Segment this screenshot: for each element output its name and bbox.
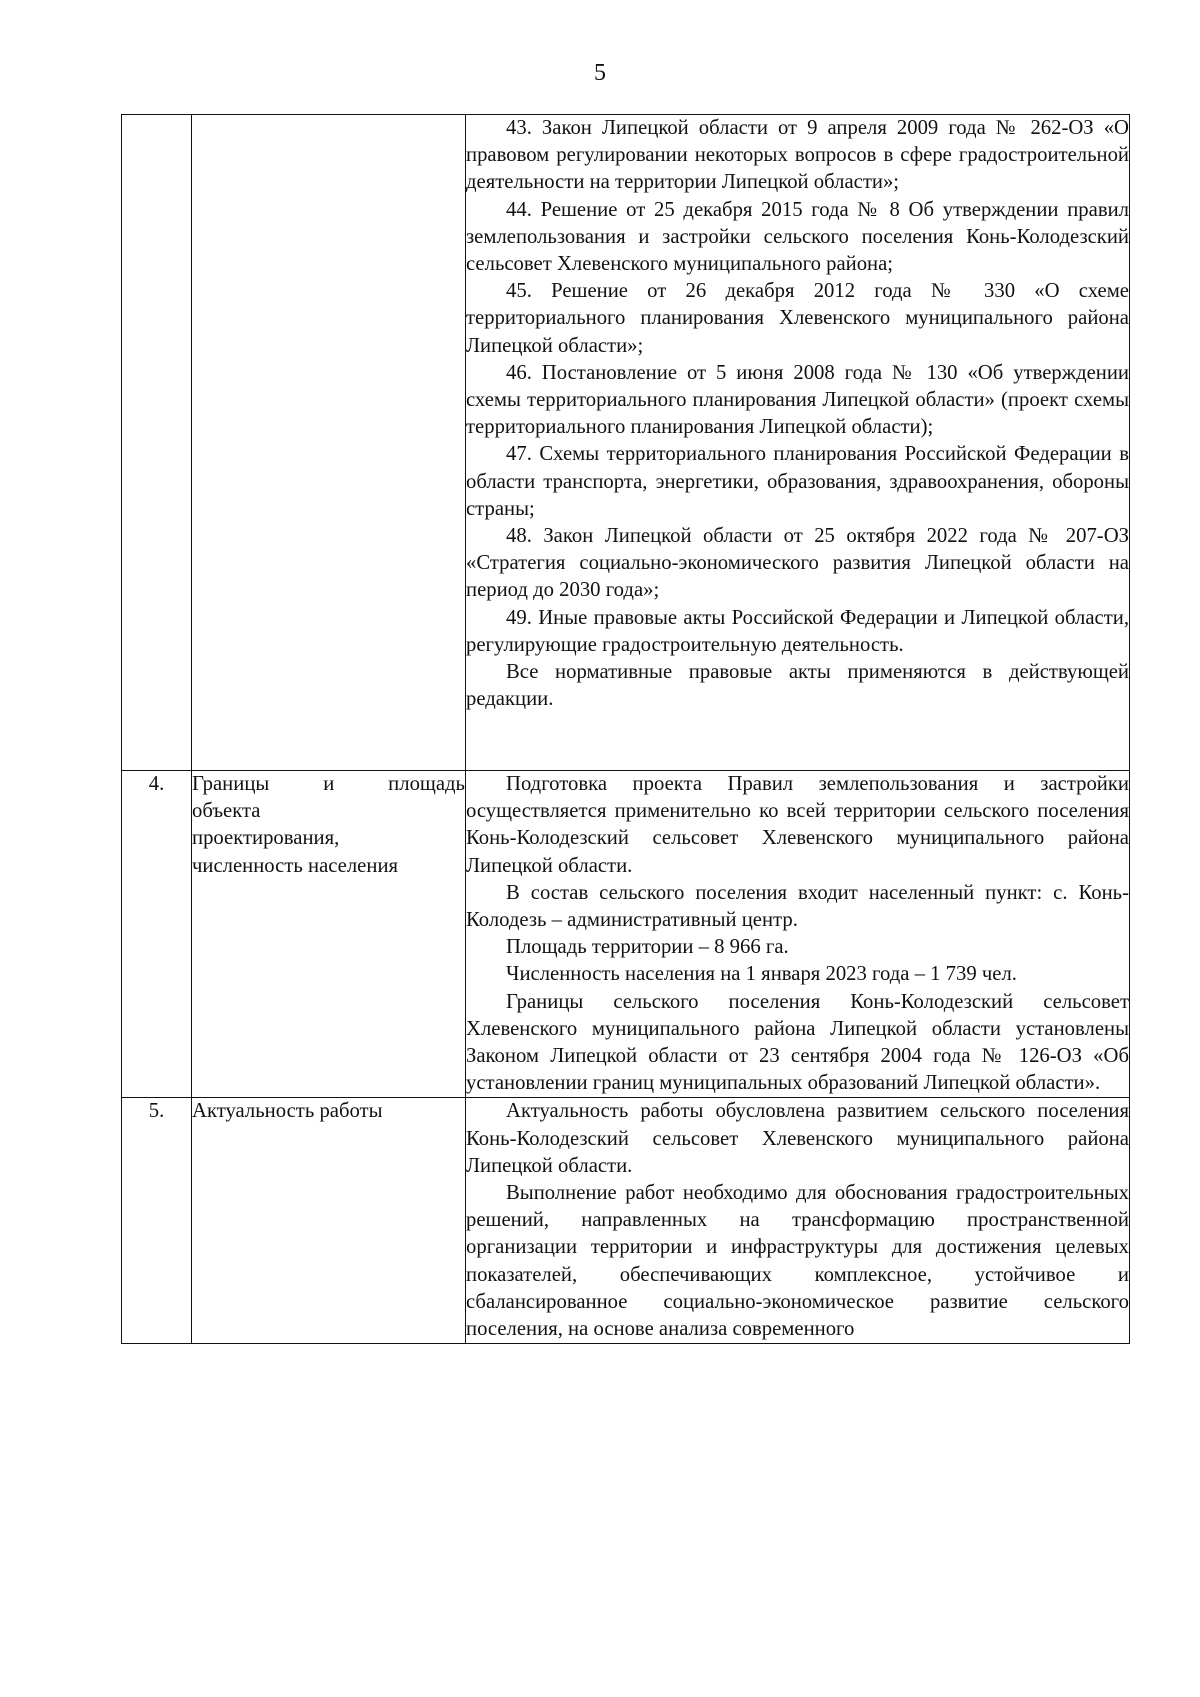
row-content-cell bbox=[466, 1098, 1130, 1344]
content-paragraph: 46. Постановление от 5 июня 2008 года № 130 «Об утверждении схемы территориального планирования Липецкой области» (проект схемы территориального планирования Липецкой области); bbox=[466, 361, 1129, 439]
label-line: Актуальность работы bbox=[192, 1100, 383, 1123]
content-paragraph: Границы сельского поселения Конь-Колодезский сельсовет Хлевенского муниципального района Липецкой области установлены Законом Липецкой области от 23 сентября 2004 года № 126-ОЗ «Об установлении границ муниципальных образований Липецкой области». bbox=[466, 990, 1129, 1095]
label-line: проектирования, bbox=[192, 827, 340, 850]
row-label-cell bbox=[192, 771, 466, 1098]
label-line: численность населения bbox=[192, 854, 399, 877]
content-paragraph: 49. Иные правовые акты Российской Федерации и Липецкой области, регулирующие градостроительную деятельность. bbox=[466, 606, 1129, 656]
content-paragraph: 48. Закон Липецкой области от 25 октября 2022 года № 207-ОЗ «Стратегия социально-экономического развития Липецкой области на период до 2030 года»; bbox=[466, 525, 1129, 602]
row-content-cell bbox=[466, 771, 1130, 1098]
label-line: объекта bbox=[192, 800, 261, 823]
content-paragraph: 47. Схемы территориального планирования Российской Федерации в области транспорта, энергетики, образования, здравоохранения, обороны страны; bbox=[466, 443, 1129, 520]
content-paragraph: Численность населения на 1 января 2023 года – 1 739 чел. bbox=[506, 963, 1017, 986]
page-number: 5 bbox=[594, 60, 606, 86]
table-row bbox=[122, 1098, 1130, 1344]
content-paragraph: Все нормативные правовые акты применяются в действующей редакции. bbox=[466, 661, 1129, 711]
content-paragraph: Подготовка проекта Правил землепользования и застройки осуществляется применительно ко всей территории сельского поселения Конь-Колодезский сельсовет Хлевенского муниципального района Липецкой области. bbox=[466, 773, 1129, 877]
label-line: Границы и площадь bbox=[192, 773, 465, 795]
row-number-cell: 4. bbox=[122, 771, 192, 1098]
content-paragraph: В состав сельского поселения входит населенный пункт: с. Конь-Колодезь – административный центр. bbox=[466, 881, 1129, 932]
content-paragraph: 45. Решение от 26 декабря 2012 года № 330 «О схеме территориального планирования Хлевенского муниципального района Липецкой области»; bbox=[466, 280, 1129, 357]
content-paragraph: 43. Закон Липецкой области от 9 апреля 2009 года № 262-ОЗ «О правовом регулировании некоторых вопросов в сфере градостроительной деятельности на территории Липецкой области»; bbox=[466, 117, 1129, 194]
content-paragraph: Выполнение работ необходимо для обоснования градостроительных решений, направленных на трансформацию пространственной организации территории и инфраструктуры для достижения целевых показателей, обеспечивающих комплексное, устойчивое и сбалансированное социально-экономическое развитие сельского поселения, на основе анализа современного bbox=[466, 1182, 1129, 1341]
document-table bbox=[121, 114, 1130, 1344]
row-label-cell bbox=[192, 1098, 466, 1344]
content-paragraph: Актуальность работы обусловлена развитием сельского поселения Конь-Колодезский сельсовет Хлевенского муниципального района Липецкой области. bbox=[466, 1100, 1129, 1177]
table-row bbox=[122, 115, 1130, 771]
content-paragraph: 44. Решение от 25 декабря 2015 года № 8 Об утверждении правил землепользования и застройки сельского поселения Конь-Колодезский сельсовет Хлевенского муниципального района; bbox=[466, 198, 1129, 276]
row-label-cell bbox=[192, 115, 466, 771]
row-number-cell bbox=[122, 115, 192, 771]
row-content-cell bbox=[466, 115, 1130, 771]
table-row bbox=[122, 771, 1130, 1098]
content-paragraph: Площадь территории – 8 966 га. bbox=[506, 936, 789, 959]
row-number-cell: 5. bbox=[122, 1098, 192, 1344]
